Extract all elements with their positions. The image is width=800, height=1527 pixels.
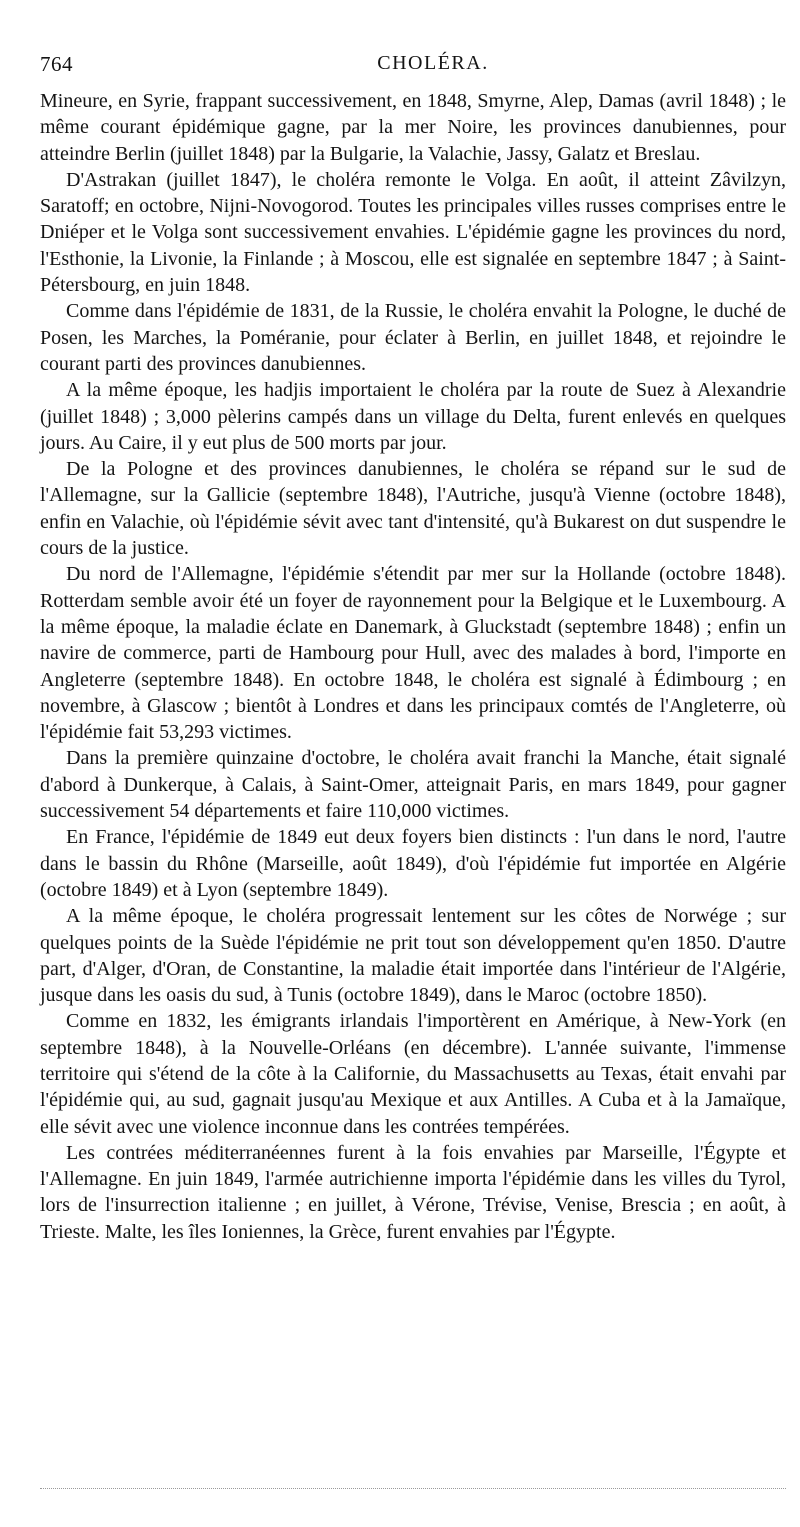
paragraph-1: Mineure, en Syrie, frappant successivement, en 1848, Smyrne, Alep, Damas (avril 1848) ; le même courant épidémique gagne, par la mer Noire, les provinces danubiennes, pour atteindre Berlin (juillet 1848) par la Bulgarie, la Valachie, Jassy, Galatz et Breslau. bbox=[40, 90, 786, 165]
paragraph-11: Les contrées méditerranéennes furent à la fois envahies par Marseille, l'Égypte et l'Allemagne. En juin 1849, l'armée autrichienne importa l'épidémie dans les villes du Tyrol, lors de l'insurrection italienne ; en juillet, à Vérone, Trévise, Venise, Brescia ; en août, à Trieste. Malte, les îles Ioniennes, la Grèce, furent envahies par l'Égypte. bbox=[40, 1141, 786, 1243]
paragraph-10: Comme en 1832, les émigrants irlandais l'importèrent en Amérique, à New-York (en septembre 1848), à la Nouvelle-Orléans (en décembre). L'année suivante, l'immense territoire qui s'étend de la côte à la Californie, du Massachusetts au Texas, était envahi par l'épidémie qui, au sud, gagnait jusqu'au Mexique et aux Antilles. A Cuba et à la Jamaïque, elle sévit avec une violence inconnue dans les contrées tempérées. bbox=[40, 1010, 786, 1138]
page-header bbox=[40, 52, 786, 88]
page-number: 764 bbox=[40, 52, 73, 76]
paragraph-5: De la Pologne et des provinces danubiennes, le choléra se répand sur le sud de l'Allemagne, sur la Gallicie (septembre 1848), l'Autriche, jusqu'à Vienne (octobre 1848), enfin en Valachie, où l'épidémie sévit avec tant d'intensité, qu'à Bukarest on dut suspendre le cours de la justice. bbox=[40, 458, 786, 560]
bottom-rule bbox=[40, 1488, 786, 1489]
paragraph-6: Du nord de l'Allemagne, l'épidémie s'étendit par mer sur la Hollande (octobre 1848). Rotterdam semble avoir été un foyer de rayonnement pour la Belgique et le Luxembourg. A la même époque, la maladie éclate en Danemark, à Gluckstadt (septembre 1848) ; enfin un navire de commerce, parti de Hambourg pour Hull, avec des malades à bord, l'importe en Angleterre (septembre 1848). En octobre 1848, le choléra est signalé à Édimbourg ; en novembre, à Glascow ; bientôt à Londres et dans les principaux comtés de l'Angleterre, où l'épidémie fait 53,293 victimes. bbox=[40, 563, 786, 744]
paragraph-3: Comme dans l'épidémie de 1831, de la Russie, le choléra envahit la Pologne, le duché de Posen, les Marches, la Poméranie, pour éclater à Berlin, en juillet 1848, et rejoindre le courant parti des provinces danubiennes. bbox=[40, 300, 786, 375]
paragraph-4: A la même époque, les hadjis importaient le choléra par la route de Suez à Alexandrie (juillet 1848) ; 3,000 pèlerins campés dans un village du Delta, furent enlevés en quelques jours. Au Caire, il y eut plus de 500 morts par jour. bbox=[40, 379, 786, 454]
paragraph-7: Dans la première quinzaine d'octobre, le choléra avait franchi la Manche, était signalé d'abord à Dunkerque, à Calais, à Saint-Omer, atteignait Paris, en mars 1849, pour gagner successivement 54 départements et faire 110,000 victimes. bbox=[40, 747, 786, 823]
running-title: CHOLÉRA. bbox=[377, 52, 489, 74]
paragraph-8: En France, l'épidémie de 1849 eut deux foyers bien distincts : l'un dans le nord, l'autre dans le bassin du Rhône (Marseille, août 1849), d'où l'épidémie fut importée en Algérie (octobre 1849) et à Lyon (septembre 1849). bbox=[40, 826, 786, 901]
paragraph-2: D'Astrakan (juillet 1847), le choléra remonte le Volga. En août, il atteint Zâvilzyn, Saratoff; en octobre, Nijni-Novogorod. Toutes les principales villes russes comprises entre le Dniéper et le Volga sont successivement envahies. L'épidémie gagne les provinces du nord, l'Esthonie, la Livonie, la Finlande ; à Moscou, elle est signalée en septembre 1847 ; à Saint-Pétersbourg, en juin 1848. bbox=[40, 168, 786, 297]
body-text bbox=[40, 88, 786, 1245]
paragraph-9: A la même époque, le choléra progressait lentement sur les côtes de Norwége ; sur quelques points de la Suède l'épidémie ne prit tout son développement qu'en 1850. D'autre part, d'Alger, d'Oran, de Constantine, la maladie était importée dans l'intérieur de l'Algérie, jusque dans les oasis du sud, à Tunis (octobre 1849), dans le Maroc (octobre 1850). bbox=[40, 905, 786, 1007]
